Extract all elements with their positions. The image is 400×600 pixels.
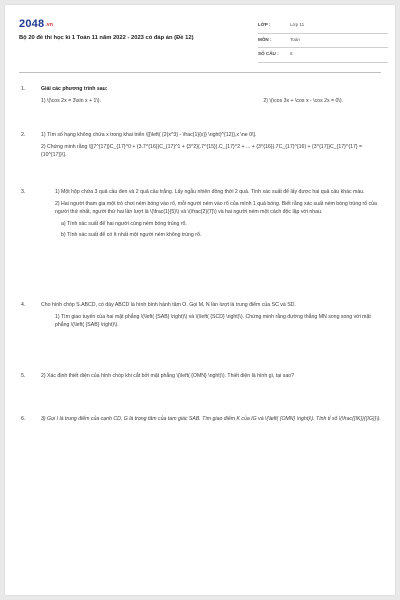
part-1: 1) Tìm số hạng không chứa x trong khai triển \[{\left( {2{x^3} - \frac{1}{x}} \right)^{12}},x \ne 0\]. — [41, 132, 257, 138]
meta-value: Toán — [290, 36, 300, 42]
header-divider — [19, 72, 381, 73]
part-2: 2) Chứng minh rằng \[{7^{17}}C_{17}^0 + {3.7^{16}}C_{17}^1 + {3^2}{.7^{15}}.C_{17}^2 + ... + {3^{16}}.7C_{17}^{16} + {3^{17}}C_{17}^{17} = {10^{17}}\]. — [41, 143, 363, 159]
part-2: 2) \(\cos 3x + \cos x - \cos 2x = 0\). — [263, 97, 343, 104]
meta-row-subject — [258, 34, 388, 49]
meta-label: LỚP : — [258, 22, 271, 27]
meta-label: MÔN : — [258, 36, 272, 42]
meta-value: 6 — [290, 51, 293, 56]
part-1: 1) Tìm giao tuyến của hai mặt phẳng \(\left( {SAB} \right)\) và \(\left( {SCD} \right)\). Chứng minh rằng đường thẳng MN song song với mặt phẳng \(\left( {SAB} \right)\). — [55, 313, 371, 329]
question-stem: Cho hình chóp S.ABCD, có đáy ABCD là hình bình hành tâm O. Gọi M, N lần lượt là trung điểm của SC và SD. — [41, 302, 296, 308]
part-2: 2) Hai người tham gia một trò chơi ném bóng vào rổ, mỗi người ném vào rổ của mình 1 quả bóng. Biết rằng xác suất ném bóng trúng rổ của người thứ nhất, người thứ hai lần lượt là \(\frac{1}{5}\) và \(\frac{2}{7}\) và hai người ném một cách độc lập với nhau. — [55, 200, 377, 216]
part-1: 1) \(\cos 2x = 3\sin x + 1\). — [41, 97, 101, 104]
logo-suffix: .vn — [45, 22, 54, 28]
part-3: 3) Gọi I là trung điểm của cạnh CD, G là trọng tâm của tam giác SAB. Tìm giao điểm K của IG và \(\left( {OMN} \right)\). Tính tỉ số \(\frac{{IK}}{{IG}}\). — [41, 416, 381, 422]
sub-part-b: b) Tính xác suất để có ít nhất một người ném không trúng rổ. — [61, 232, 202, 239]
sub-part-a: a) Tính xác suất để hai người cùng ném bóng trúng rổ. — [61, 220, 187, 227]
part-1: 1) Một hộp chứa 3 quả cầu đen và 2 quả cầu trắng. Lấy ngẫu nhiên đồng thời 2 quả. Tính xác suất để lấy được hai quả cầu khác màu. — [55, 189, 365, 195]
question-number: 6. — [21, 416, 26, 422]
part-2: 2) Xác định thiết diện của hình chóp khi cắt bởi mặt phẳng \(\left( {OMN} \right)\). Thiết diện là hình gì, tại sao? — [41, 373, 295, 379]
meta-row-count — [258, 48, 388, 63]
meta-label: SỐ CÂU : — [258, 51, 279, 56]
question-number: 5. — [21, 373, 26, 379]
question-number: 2. — [21, 132, 26, 138]
exam-page — [5, 5, 395, 595]
question-number: 4. — [21, 302, 26, 308]
question-number: 3. — [21, 189, 26, 195]
meta-row-class — [258, 19, 388, 34]
site-logo[interactable] — [19, 18, 53, 30]
meta-value: Lớp 11 — [290, 22, 305, 27]
meta-table — [258, 19, 388, 63]
question-number: 1. — [21, 86, 26, 92]
question-title: Giải các phương trình sau: — [41, 86, 108, 92]
document-title: Bộ 20 đề thi học kì 1 Toán 11 năm 2022 - 2023 có đáp án (Đề 12) — [19, 35, 194, 41]
logo-main: 2048 — [19, 18, 45, 30]
